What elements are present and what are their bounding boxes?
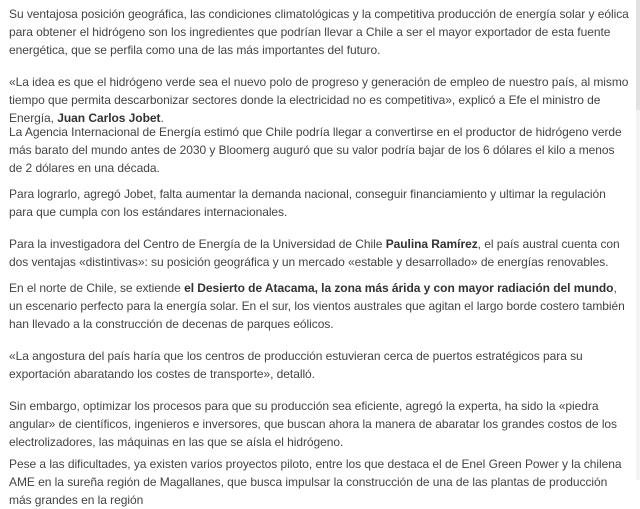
paragraph-optimization: Sin embargo, optimizar los procesos para que su producción sea eficiente, agregó la experta, ha sido la «piedra angular» de científicos, ingenieros e inversores, que buscan ahora la manera de abaratar los grandes costos de los electrolizadores, las máquinas en las que se aísla el hidrógeno. bbox=[9, 399, 618, 449]
paragraph-pilot-projects: Pese a las dificultades, ya existen varios proyectos piloto, entre los que destaca el de Enel Green Power y la chilena AME en la sureña región de Magallanes, que busca impulsar la construcción de una de las plantas de producción más grandes en la región bbox=[9, 457, 622, 507]
minister-name: Juan Carlos Jobet bbox=[57, 111, 161, 125]
paragraph-minister-quote bbox=[9, 73, 631, 127]
scrollbar-thumb[interactable] bbox=[636, 0, 640, 110]
researcher-text: , el país austral cuenta con dos ventajas «distintivas»: su posición geográfica y un mercado «estable y desarrollado» de energías renovables. bbox=[9, 237, 620, 269]
atacama-highlight: el Desierto de Atacama, la zona más árida y con mayor radiación del mundo bbox=[184, 281, 614, 295]
paragraph-researcher bbox=[9, 235, 631, 271]
scrollbar-track[interactable] bbox=[636, 0, 640, 480]
researcher-name: Paulina Ramírez bbox=[385, 237, 478, 251]
paragraph-geographic-advantage: Su ventajosa posición geográfica, las condiciones climatológicas y la competitiva producción de energía solar y eólica para obtener el hidrógeno son los ingredientes que podrían llevar a Chile a ser el mayor exportador de esta fuente energética, que se perfila como una de las más importantes del futuro. bbox=[9, 7, 629, 57]
paragraph-narrowness-quote: «La angostura del país haría que los centros de producción estuvieran cerca de puertos estratégicos para su exportación abaratando los costes de transporte», detalló. bbox=[9, 349, 583, 381]
paragraph-atacama bbox=[9, 279, 631, 333]
quote-text: «La idea es que el hidrógeno verde sea el nuevo polo de progreso y generación de empleo de nuestro país, al mismo tiempo que permita descarbonizar sectores donde la electricidad no es competitiva», explicó a Efe el ministro de Energía, bbox=[9, 75, 629, 125]
quote-end: . bbox=[160, 111, 164, 125]
paragraph-energy-agency: La Agencia Internacional de Energía estimó que Chile podría llegar a convertirse en el productor de hidrógeno verde más barato del mundo antes de 2030 y Bloomerg auguró que su valor podría bajar de los 6 dólares el kilo a menos de 2 dólares en una década. bbox=[9, 125, 622, 175]
atacama-text: , un escenario perfecto para la energía solar. En el sur, los vientos australes que agitan el largo borde costero también han llevado a la construcción de decenas de parques eólicos. bbox=[9, 281, 625, 331]
atacama-intro: En el norte de Chile, se extiende bbox=[9, 281, 185, 295]
researcher-intro: Para la investigadora del Centro de Energía de la Universidad de Chile bbox=[9, 237, 386, 251]
article-body bbox=[9, 0, 631, 507]
paragraph-jobet-requirements: Para lograrlo, agregó Jobet, falta aumentar la demanda nacional, conseguir financiamiento y ultimar la regulación para que cumpla con los estándares internacionales. bbox=[9, 187, 606, 219]
